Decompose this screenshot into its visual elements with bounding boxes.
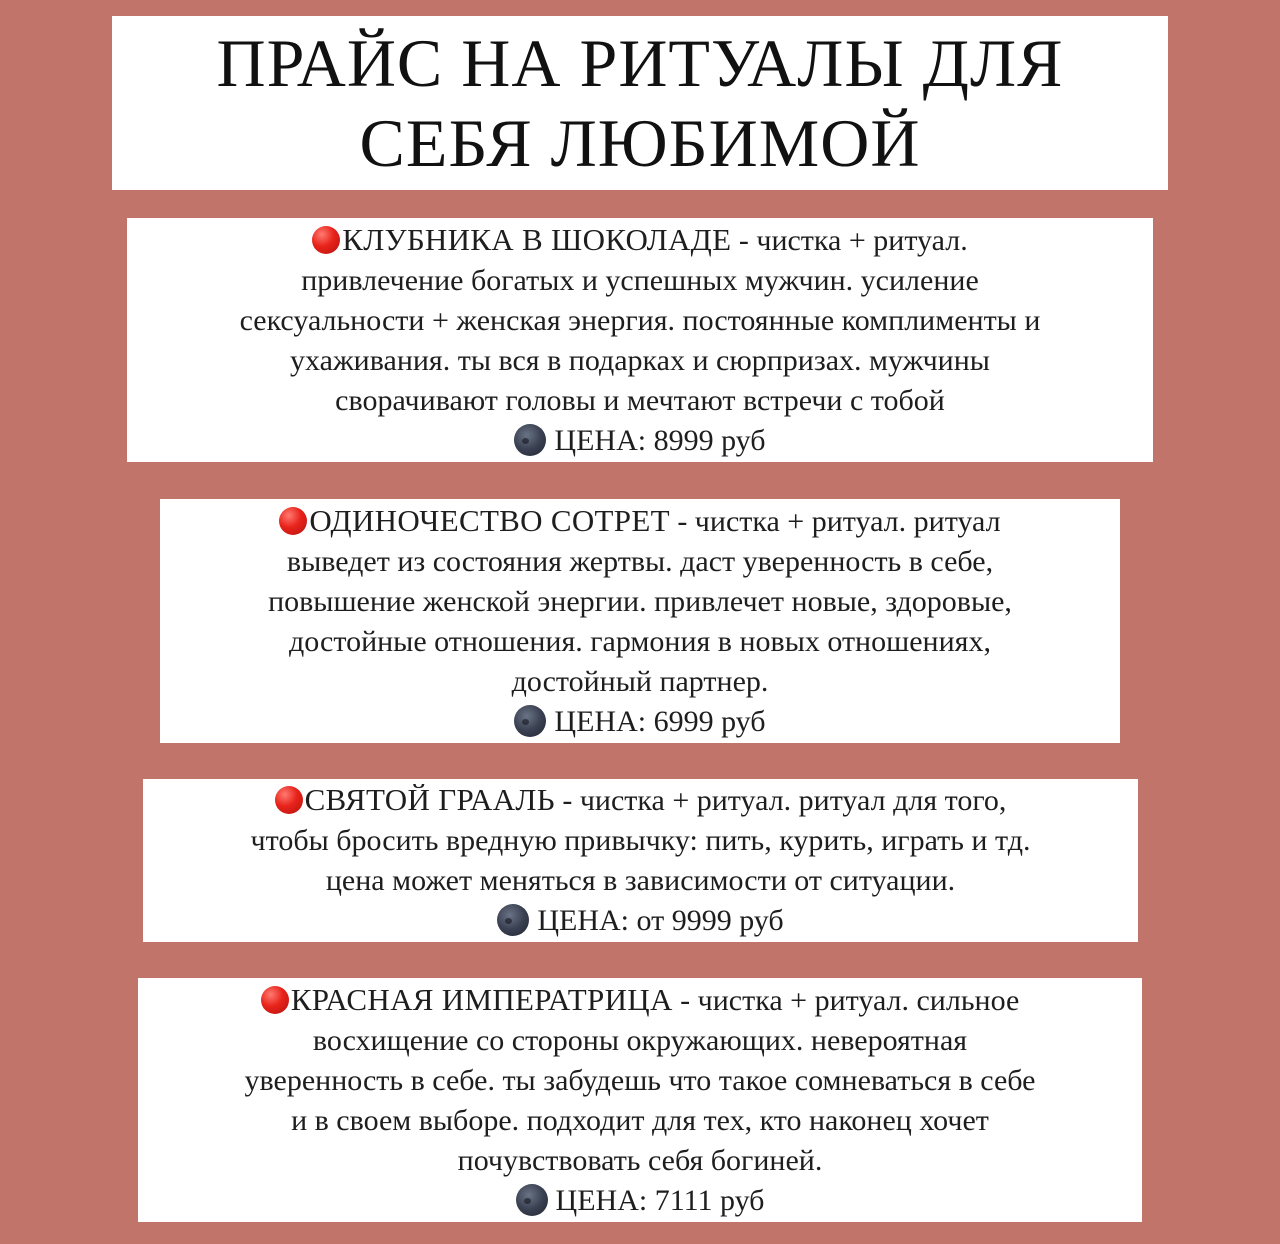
ritual-card-red-empress	[138, 978, 1142, 1222]
ritual-desc-line: достойный партнер.	[511, 664, 769, 698]
new-moon-icon	[497, 904, 529, 936]
red-circle-icon	[279, 507, 307, 535]
page-title-line-2: СЕБЯ ЛЮБИМОЙ	[359, 105, 921, 181]
ritual-desc-line: сворачивают головы и мечтают встречи с тобой	[335, 383, 945, 417]
ritual-desc-line: восхищение со стороны окружающих. невероятная	[312, 1023, 968, 1057]
ritual-heading	[312, 220, 967, 261]
title-banner	[112, 16, 1168, 190]
ritual-name: СВЯТОЙ ГРААЛЬ	[304, 782, 555, 817]
red-circle-icon	[261, 986, 289, 1014]
ritual-desc-line: и в своем выборе. подходит для тех, кто наконец хочет	[291, 1103, 989, 1137]
ritual-desc-line: цена может меняться в зависимости от ситуации.	[325, 864, 956, 897]
ritual-heading	[275, 780, 1007, 821]
ritual-card-holy-grail	[143, 779, 1138, 942]
ritual-heading	[261, 980, 1020, 1021]
ritual-heading	[279, 501, 1000, 542]
ritual-desc-first: - чистка + ритуал. ритуал	[669, 504, 1001, 538]
ritual-price: ЦЕНА: 6999 руб	[554, 704, 766, 738]
ritual-price: ЦЕНА: 7111 руб	[555, 1183, 765, 1217]
ritual-desc-line: привлечение богатых и успешных мужчин. усиление	[301, 263, 979, 297]
ritual-desc-line: достойные отношения. гармония в новых отношениях,	[289, 624, 991, 658]
ritual-price-row	[516, 1181, 765, 1221]
ritual-name: КРАСНАЯ ИМПЕРАТРИЦА	[290, 981, 673, 1017]
ritual-desc-line: повышение женской энергии. привлечет новые, здоровые,	[268, 584, 1012, 618]
ritual-card-strawberry	[127, 218, 1153, 462]
ritual-price: ЦЕНА: 8999 руб	[554, 423, 766, 457]
ritual-price-row	[514, 702, 765, 742]
ritual-desc-line: выведет из состояния жертвы. даст уверенность в себе,	[286, 544, 994, 578]
ritual-card-loneliness	[160, 499, 1120, 743]
ritual-desc-line: сексуальности + женская энергия. постоянные комплименты и	[239, 303, 1041, 337]
new-moon-icon	[514, 424, 546, 456]
red-circle-icon	[275, 786, 303, 814]
ritual-price-row	[514, 421, 765, 461]
ritual-name: КЛУБНИКА В ШОКОЛАДЕ	[342, 221, 732, 257]
ritual-desc-first: - чистка + ритуал. сильное	[672, 983, 1020, 1017]
ritual-price-row	[497, 901, 783, 941]
ritual-desc-first: - чистка + ритуал.	[731, 223, 968, 257]
red-circle-icon	[312, 226, 340, 254]
ritual-desc-line: почувствовать себя богиней.	[457, 1143, 823, 1177]
page-title-line-1: ПРАЙС НА РИТУАЛЫ ДЛЯ	[216, 25, 1064, 101]
ritual-desc-first: - чистка + ритуал. ритуал для того,	[554, 784, 1007, 817]
new-moon-icon	[516, 1184, 548, 1216]
ritual-desc-line: ухаживания. ты вся в подарках и сюрпризах. мужчины	[290, 343, 990, 377]
ritual-price: ЦЕНА: от 9999 руб	[537, 904, 784, 937]
ritual-desc-line: чтобы бросить вредную привычку: пить, курить, играть и тд.	[250, 824, 1031, 857]
ritual-desc-line: уверенность в себе. ты забудешь что такое сомневаться в себе	[244, 1063, 1036, 1097]
new-moon-icon	[514, 705, 546, 737]
ritual-name: ОДИНОЧЕСТВО СОТРЕТ	[309, 502, 670, 538]
